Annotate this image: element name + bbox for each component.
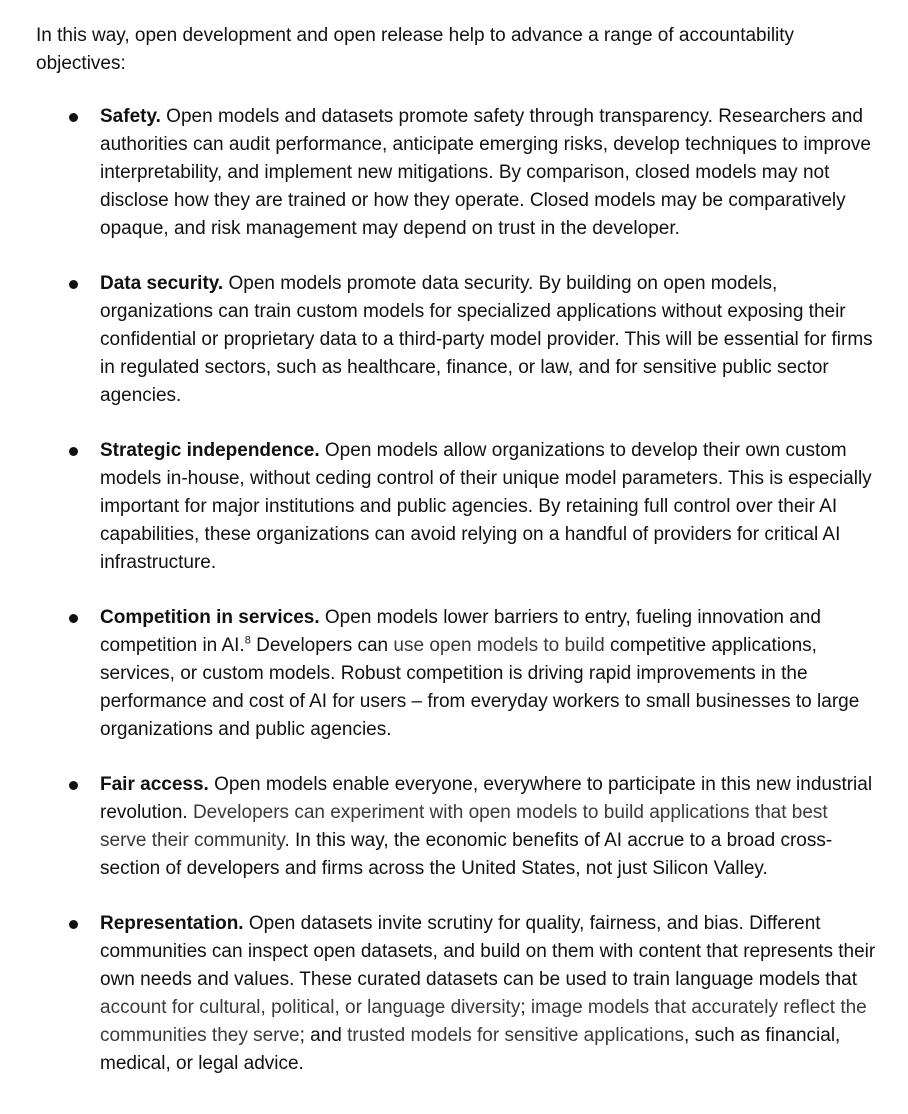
item-lead: Strategic independence. xyxy=(100,440,320,461)
item-text: , such as financial, medical, or legal advice. xyxy=(100,1025,841,1074)
item-text: Open datasets invite scrutiny for quality, fairness, and bias. Different communities can inspect open datasets, and build on them with content that represents their own needs and values. These curated datasets can be used to train language models that xyxy=(100,913,876,990)
item-text: Open models allow organizations to develop their own custom models in-house, without ceding control of their unique model parameters. This is especially important for major institutions and public agencies. By retaining full control over their AI capabilities, these organizations can avoid relying on a handful of providers for critical AI infrastructure. xyxy=(100,440,872,573)
item-lead: Fair access. xyxy=(100,774,209,795)
objectives-list xyxy=(36,103,878,1078)
item-lead: Data security. xyxy=(100,273,224,294)
inline-link[interactable]: use open models to build xyxy=(393,635,605,656)
bullet-icon xyxy=(69,920,78,929)
bullet-icon xyxy=(69,113,78,122)
item-text: Developers can xyxy=(250,635,394,656)
item-text: Open models promote data security. By building on open models, organizations can train custom models for specialized applications without exposing their confidential or proprietary data to a third-party model provider. This will be essential for firms in regulated sectors, such as healthcare, finance, or law, and for sensitive public sector agencies. xyxy=(100,273,873,406)
item-text: Open models lower barriers to entry, fueling innovation and competition in AI. xyxy=(100,607,821,656)
inline-link[interactable]: account for cultural, political, or language diversity xyxy=(100,997,521,1018)
footnote-marker[interactable]: 8 xyxy=(244,634,251,647)
item-text: Open models and datasets promote safety through transparency. Researchers and authorities can audit performance, anticipate emerging risks, develop techniques to improve interpretability, and implement new mitigations. By comparison, closed models may not disclose how they are trained or how they operate. Closed models may be comparatively opaque, and risk management may depend on trust in the developer. xyxy=(100,106,871,239)
list-item-strategic-independence xyxy=(36,437,878,577)
list-item-safety xyxy=(36,103,878,243)
list-item-competition xyxy=(36,604,878,744)
bullet-icon xyxy=(69,447,78,456)
item-lead: Representation. xyxy=(100,913,244,934)
item-text: ; xyxy=(520,997,531,1018)
item-text: ; and xyxy=(299,1025,348,1046)
item-lead: Competition in services. xyxy=(100,607,320,628)
bullet-icon xyxy=(69,614,78,623)
bullet-icon xyxy=(69,781,78,790)
item-lead: Safety. xyxy=(100,106,161,127)
inline-link[interactable]: trusted models for sensitive applications xyxy=(347,1025,685,1046)
bullet-icon xyxy=(69,280,78,289)
intro-paragraph: In this way, open development and open release help to advance a range of accountability objectives: xyxy=(36,25,795,74)
item-text: . In this way, the economic benefits of AI accrue to a broad cross-section of developers and firms across the United States, not just Silicon Valley. xyxy=(100,830,833,879)
item-text: competitive applications, services, or custom models. Robust competition is driving rapid improvements in the performance and cost of AI for users – from everyday workers to small businesses to large organizations and public agencies. xyxy=(100,635,860,740)
list-item-representation xyxy=(36,910,878,1078)
list-item-data-security xyxy=(36,270,878,410)
list-item-fair-access xyxy=(36,771,878,883)
item-text: Open models enable everyone, everywhere to participate in this new industrial revolution. xyxy=(100,774,873,823)
inline-link[interactable]: image models that accurately reflect the communities they serve xyxy=(100,997,867,1046)
inline-link[interactable]: Developers can experiment with open models to build applications that best serve their community xyxy=(100,802,828,851)
